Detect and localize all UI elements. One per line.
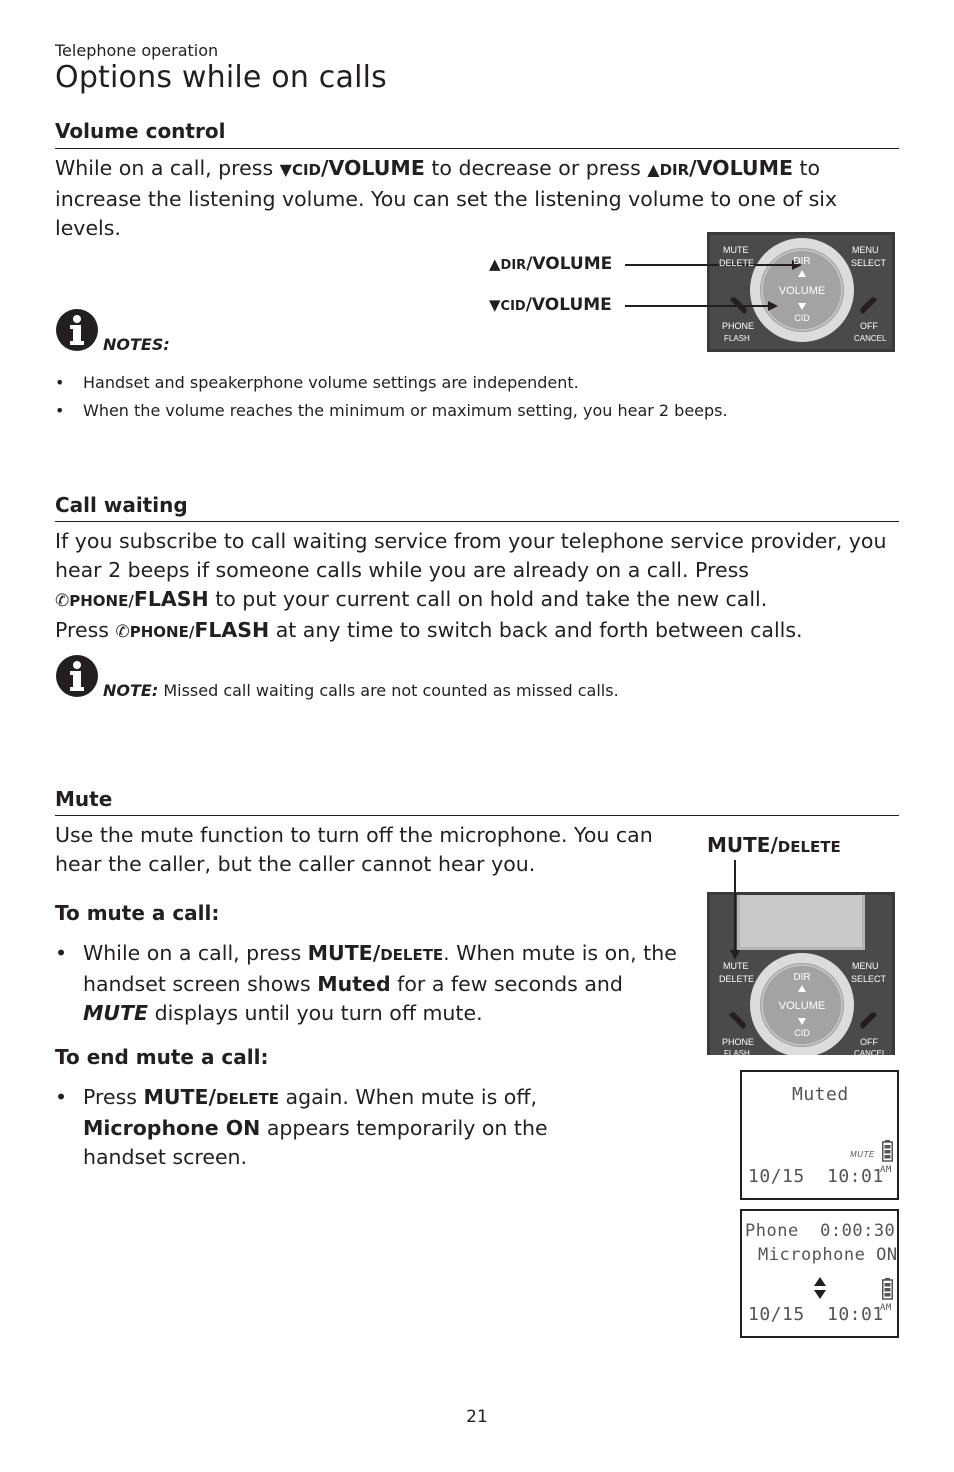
note-item: • When the volume reaches the minimum or maximum setting, you hear 2 beeps. bbox=[55, 397, 875, 425]
kp2-flash: FLASH bbox=[724, 1049, 750, 1055]
call-waiting-heading: Call waiting bbox=[55, 493, 188, 517]
kp1-menu: MENU bbox=[852, 245, 879, 255]
note-text: Missed call waiting calls are not counted as missed calls. bbox=[158, 681, 619, 700]
kp2-cancel: CANCEL bbox=[854, 1049, 887, 1055]
kp1-cid: CID bbox=[794, 313, 810, 323]
kp1-phone: PHONE bbox=[722, 321, 755, 331]
mute-key-label: MUTE/ bbox=[307, 941, 381, 965]
kp2-cid: CID bbox=[794, 1028, 810, 1038]
dir-key-label: DIR bbox=[659, 161, 690, 179]
battery-icon bbox=[882, 1278, 893, 1304]
lcd-time: 10:01 bbox=[827, 1304, 884, 1325]
kp2-delete: DELETE bbox=[719, 974, 755, 984]
to-end-mute-heading: To end mute a call: bbox=[55, 1045, 269, 1069]
cw-text-2: to put your current call on hold and take the new call. bbox=[208, 587, 768, 611]
lcd-ampm: AM bbox=[880, 1165, 892, 1175]
volume-text-3: to increase the listening volume. You can set the listening volume to one of six levels. bbox=[55, 156, 838, 240]
kp1-mute: MUTE bbox=[723, 245, 749, 255]
callout-mute-text: MUTE/ bbox=[707, 833, 778, 857]
kp1-flash: FLASH bbox=[724, 334, 750, 343]
note-label: NOTE: bbox=[103, 681, 159, 700]
up-arrow-icon: ▲ bbox=[489, 255, 501, 273]
cw-text-4: at any time to switch back and forth between calls. bbox=[269, 618, 803, 642]
section-label: Telephone operation bbox=[55, 41, 219, 60]
mute-intro: Use the mute function to turn off the microphone. You can hear the caller, but the caller cannot hear you. bbox=[55, 823, 653, 876]
kp1-select: SELECT bbox=[851, 258, 887, 268]
keypad-illustration-mute bbox=[707, 860, 895, 1055]
notes-label: NOTES: bbox=[103, 335, 170, 354]
callout-delete-text: DELETE bbox=[777, 838, 841, 856]
kp2-menu: MENU bbox=[852, 961, 879, 971]
mute-b1-text-2: . When mute is on, the handset screen shows bbox=[83, 941, 677, 996]
flash-key-label-2: FLASH bbox=[194, 618, 270, 642]
lcd-screen-muted bbox=[740, 1070, 899, 1200]
volume-key-label-2: /VOLUME bbox=[689, 156, 793, 180]
volume-heading: Volume control bbox=[55, 119, 226, 143]
mute-indicator: MUTE bbox=[850, 1150, 875, 1159]
mute-italic: MUTE bbox=[83, 1001, 149, 1025]
callout-dir-text: DIR bbox=[500, 258, 527, 273]
muted-word: Muted bbox=[317, 972, 391, 996]
flash-key-label: FLASH bbox=[133, 587, 209, 611]
volume-rule bbox=[55, 148, 899, 149]
page-number: 21 bbox=[466, 1407, 488, 1427]
kp2-mute: MUTE bbox=[723, 961, 749, 971]
volume-paragraph bbox=[55, 154, 895, 243]
mic-on-word: Microphone ON bbox=[83, 1116, 261, 1140]
kp2-phone: PHONE bbox=[722, 1037, 755, 1047]
mute-b1-text-4: displays until you turn off mute. bbox=[148, 1001, 483, 1025]
call-waiting-rule bbox=[55, 521, 899, 522]
lcd-phone-timer: Phone 0:00:30 bbox=[745, 1221, 896, 1241]
lcd-muted-text: Muted bbox=[792, 1084, 849, 1105]
mute-heading: Mute bbox=[55, 787, 113, 811]
mute-b2-text-2: again. When mute is off, bbox=[279, 1085, 537, 1109]
volume-key-label: /VOLUME bbox=[321, 156, 425, 180]
to-mute-heading: To mute a call: bbox=[55, 901, 220, 925]
to-end-mute-list bbox=[55, 1083, 595, 1172]
volume-text-2: to decrease or press bbox=[424, 156, 648, 180]
mute-b2-text-3: appears temporarily on the handset screen. bbox=[83, 1116, 548, 1169]
mute-b1-text-1: While on a call, press bbox=[83, 941, 308, 965]
to-mute-item bbox=[55, 939, 680, 1028]
callout-volume-text: /VOLUME bbox=[526, 254, 613, 274]
delete-key-label: DELETE bbox=[380, 946, 444, 964]
mute-b2-text-1: Press bbox=[83, 1085, 144, 1109]
callout-dir-volume bbox=[489, 254, 612, 274]
phone-handset-icon: ✆ bbox=[55, 591, 70, 611]
lcd-time: 10:01 bbox=[827, 1166, 884, 1187]
page-title: Options while on calls bbox=[55, 60, 387, 95]
callout-volume-text-2: /VOLUME bbox=[525, 295, 612, 315]
phone-handset-icon: ✆ bbox=[115, 622, 130, 642]
callout-cid-text: CID bbox=[500, 299, 526, 314]
kp2-off: OFF bbox=[860, 1037, 878, 1047]
kp1-volume: VOLUME bbox=[778, 285, 826, 297]
kp2-select: SELECT bbox=[851, 974, 887, 984]
down-arrow-icon: ▼ bbox=[279, 160, 292, 179]
keypad-illustration-volume bbox=[622, 232, 895, 352]
note-item: • Handset and speakerphone volume settings are independent. bbox=[55, 369, 875, 397]
mute-key-label-2: MUTE/ bbox=[143, 1085, 217, 1109]
to-mute-list bbox=[55, 939, 680, 1028]
call-waiting-note bbox=[103, 681, 619, 700]
kp1-delete: DELETE bbox=[719, 258, 755, 268]
lcd-ampm: AM bbox=[880, 1303, 892, 1313]
lcd-screen-microphone-on bbox=[740, 1209, 899, 1338]
kp1-off: OFF bbox=[860, 321, 878, 331]
phone-key-label: PHONE/ bbox=[69, 592, 134, 610]
notes-list bbox=[55, 369, 875, 425]
down-arrow-icon: ▼ bbox=[489, 296, 501, 314]
info-icon bbox=[55, 308, 99, 356]
kp1-dir: DIR bbox=[793, 256, 811, 267]
phone-key-label-2: PHONE/ bbox=[129, 623, 195, 641]
kp2-dir: DIR bbox=[793, 972, 811, 983]
kp1-cancel: CANCEL bbox=[854, 334, 887, 343]
lcd-mic-on: Microphone ON bbox=[758, 1245, 898, 1265]
callout-mute-delete bbox=[707, 833, 841, 857]
mute-b1-text-3: for a few seconds and bbox=[390, 972, 623, 996]
delete-key-label-2: DELETE bbox=[216, 1090, 279, 1108]
cid-key-label: CID bbox=[291, 161, 322, 179]
up-arrow-icon: ▲ bbox=[647, 160, 660, 179]
lcd-date: 10/15 bbox=[748, 1166, 805, 1187]
call-waiting-paragraph bbox=[55, 527, 895, 647]
cw-text-1: If you subscribe to call waiting service from your telephone service provider, you hear 2 beeps if someone calls while you are already on a call. Press bbox=[55, 529, 887, 582]
cw-text-3: Press bbox=[55, 618, 116, 642]
lcd-date: 10/15 bbox=[748, 1304, 805, 1325]
volume-text-1: While on a call, press bbox=[55, 156, 280, 180]
scroll-arrows-icon bbox=[814, 1277, 826, 1303]
to-end-mute-item bbox=[55, 1083, 595, 1172]
callout-cid-volume bbox=[489, 295, 612, 315]
mute-rule bbox=[55, 815, 899, 816]
battery-icon bbox=[882, 1140, 893, 1166]
info-icon bbox=[55, 654, 99, 702]
kp2-volume: VOLUME bbox=[778, 1000, 826, 1012]
